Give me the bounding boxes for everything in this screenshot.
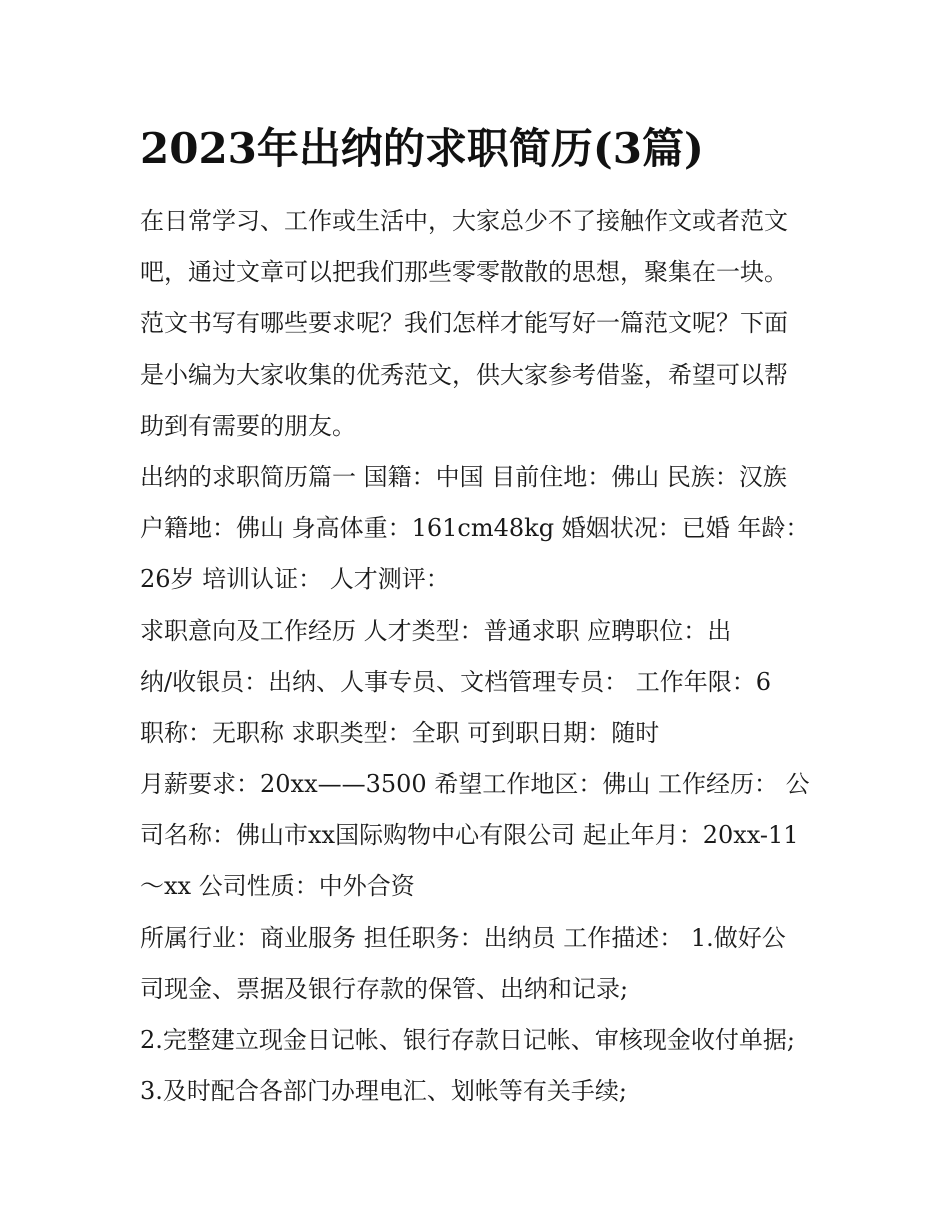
text-line: 在日常学习、工作或生活中，大家总少不了接触作文或者范文 bbox=[140, 207, 788, 235]
text-line: 月薪要求：20xx——3500 希望工作地区：佛山 工作经历： 公 bbox=[140, 770, 810, 799]
text-line: 出纳的求职简历篇一 国籍：中国 目前住地：佛山 民族：汉族 bbox=[140, 462, 787, 491]
text-line: 26岁 培训认证： 人才测评： bbox=[140, 565, 450, 594]
text-line: 所属行业：商业服务 担任职务：出纳员 工作描述： 1.做好公 bbox=[140, 923, 786, 952]
text-line: 是小编为大家收集的优秀范文，供大家参考借鉴，希望可以帮 bbox=[140, 360, 788, 389]
text-line: 范文书写有哪些要求呢？我们怎样才能写好一篇范文呢？下面 bbox=[140, 309, 788, 338]
text-line: 3.及时配合各部门办理电汇、划帐等有关手续; bbox=[140, 1077, 627, 1106]
text-line: 吧，通过文章可以把我们那些零零散散的思想，聚集在一块。 bbox=[140, 258, 788, 287]
text-line: 求职意向及工作经历 人才类型：普通求职 应聘职位：出 bbox=[140, 616, 732, 645]
document-title: 2023年出纳的求职简历(3篇) bbox=[140, 124, 704, 173]
text-line: 2.完整建立现金日记帐、银行存款日记帐、审核现金收付单据; bbox=[140, 1026, 795, 1054]
document-body bbox=[140, 196, 820, 1117]
text-line: 户籍地：佛山 身高体重：161cm48kg 婚姻状况：已婚 年龄： bbox=[140, 514, 810, 543]
text-line: 职称：无职称 求职类型：全职 可到职日期：随时 bbox=[140, 718, 660, 747]
text-line: ～xx 公司性质：中外合资 bbox=[140, 872, 415, 901]
text-line: 纳/收银员：出纳、人事专员、文档管理专员： 工作年限：6 bbox=[140, 667, 771, 696]
text-line: 司名称：佛山市xx国际购物中心有限公司 起止年月：20xx-11 bbox=[140, 821, 799, 850]
text-line: 司现金、票据及银行存款的保管、出纳和记录; bbox=[140, 974, 629, 1003]
text-line: 助到有需要的朋友。 bbox=[140, 411, 356, 440]
